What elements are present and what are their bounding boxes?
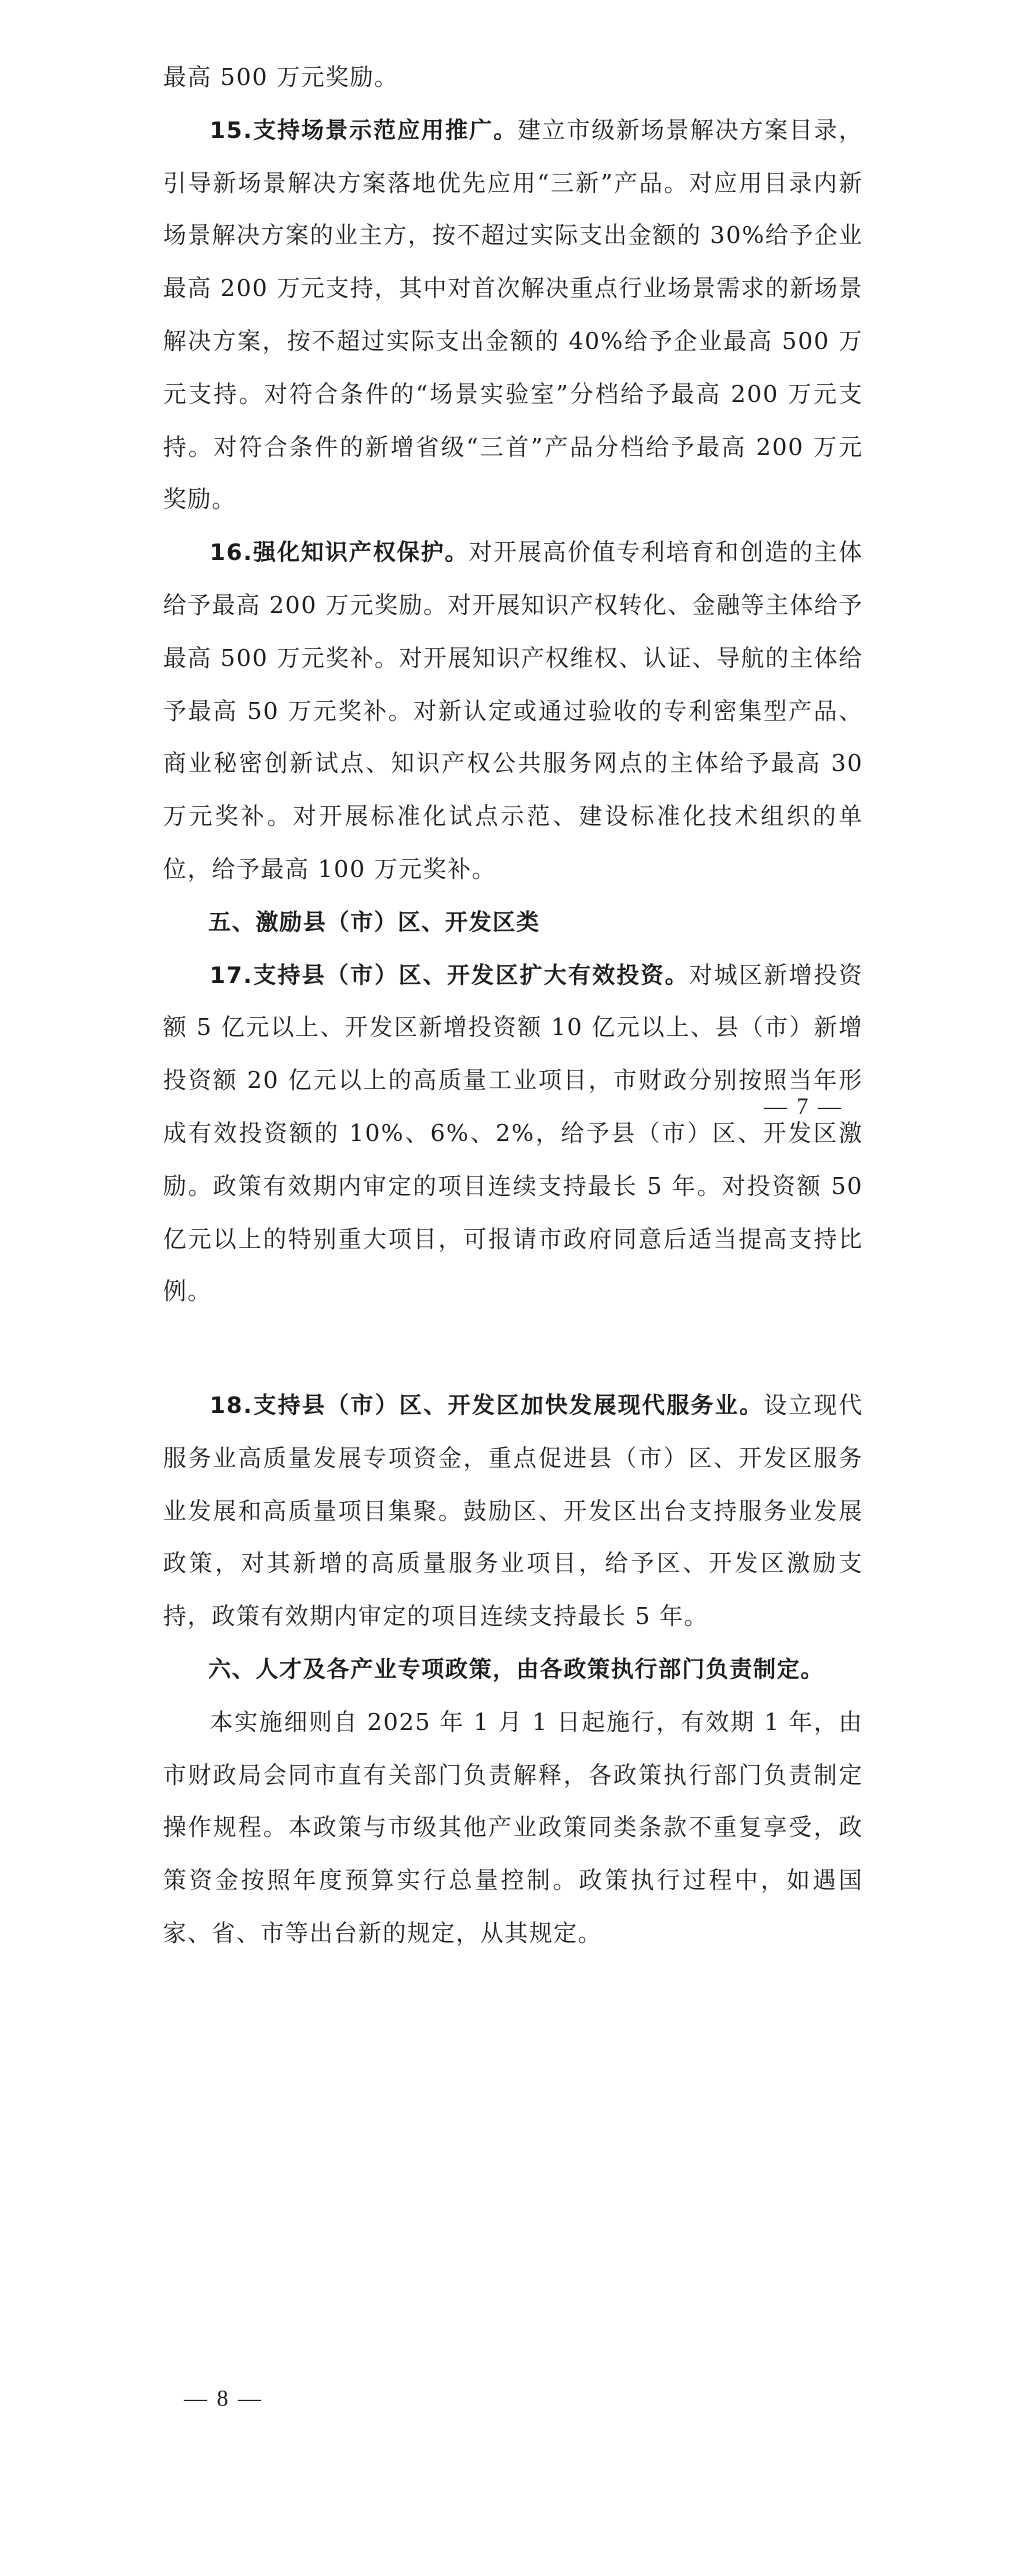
page-number-7: — 7 —	[764, 1094, 843, 1119]
page-7-content	[163, 52, 863, 1319]
clause-16	[163, 527, 863, 897]
section-5-heading: 五、激励县（市）区、开发区类	[208, 909, 540, 936]
clause-16-title: 16.强化知识产权保护。	[209, 540, 469, 567]
clause-16-body: 对开展高价值专利培育和创造的主体给予最高 200 万元奖励。对开展知识产权转化、金融等主体给予最高 500 万元奖补。对开展知识产权维权、认证、导航的主体给予最高 50 万元奖补。对新认定或通过验收的专利密集型产品、商业秘密创新试点、知识产权公共服务网点的主体给予最高 30 万元奖补。对开展标准化试点示范、建设标准化技术组织的单位，给予最高 100 万元奖补。	[163, 539, 863, 883]
clause-18-title: 18.支持县（市）区、开发区加快发展现代服务业。	[209, 1393, 764, 1419]
document-page-8	[0, 1160, 1013, 2560]
clause-15-title: 15.支持场景示范应用推广。	[209, 117, 518, 144]
clause-18-body: 设立现代服务业高质量发展专项资金，重点促进县（市）区、开发区服务业发展和高质量项目集聚。鼓励区、开发区出台支持服务业发展政策，对其新增的高质量服务业项目，给予区、开发区激励支持，政策有效期内审定的项目连续支持最长 5 年。	[163, 1392, 863, 1631]
clause-17-title: 17.支持县（市）区、开发区扩大有效投资。	[209, 962, 690, 989]
clause-17-body: 对城区新增投资额 5 亿元以上、开发区新增投资额 10 亿元以上、县（市）新增投资额 20 亿元以上的高质量工业项目，市财政分别按照当年形成有效投资额的 10%、6%、2%，给予县（市）区、开发区激励。政策有效期内审定的项目连续支持最长 5 年。对投资额 50 亿元以上的特别重大项目，可报请市政府同意后适当提高支持比例。	[163, 961, 864, 1306]
clause-18	[163, 1380, 863, 1644]
clause-15-body: 建立市级新场景解决方案目录，引导新场景解决方案落地优先应用“三新”产品。对应用目录内新场景解决方案的业主方，按不超过实际支出金额的 30%给予企业最高 200 万元支持，其中对首次解决重点行业场景需求的新场景解决方案，按不超过实际支出金额的 40%给予企业最高 500 万元支持。对符合条件的“场景实验室”分档给予最高 200 万元支持。对符合条件的新增省级“三首”产品分档给予最高 200 万元奖励。	[163, 116, 863, 514]
closing-paragraph: 本实施细则自 2025 年 1 月 1 日起施行，有效期 1 年，由市财政局会同市直有关部门负责解释，各政策执行部门负责制定操作规程。本政策与市级其他产业政策同类条款不重复享受，政策资金按照年度预算实行总量控制。政策执行过程中，如遇国家、省、市等出台新的规定，从其规定。	[163, 1708, 863, 1947]
clause-15	[163, 105, 863, 527]
page-number-8: — 8 —	[184, 2386, 263, 2411]
page-8-content	[163, 1380, 863, 1961]
section-6-heading: 六、人才及各产业专项政策，由各政策执行部门负责制定。	[208, 1656, 825, 1683]
paragraph-continuation: 最高 500 万元奖励。	[163, 64, 399, 91]
